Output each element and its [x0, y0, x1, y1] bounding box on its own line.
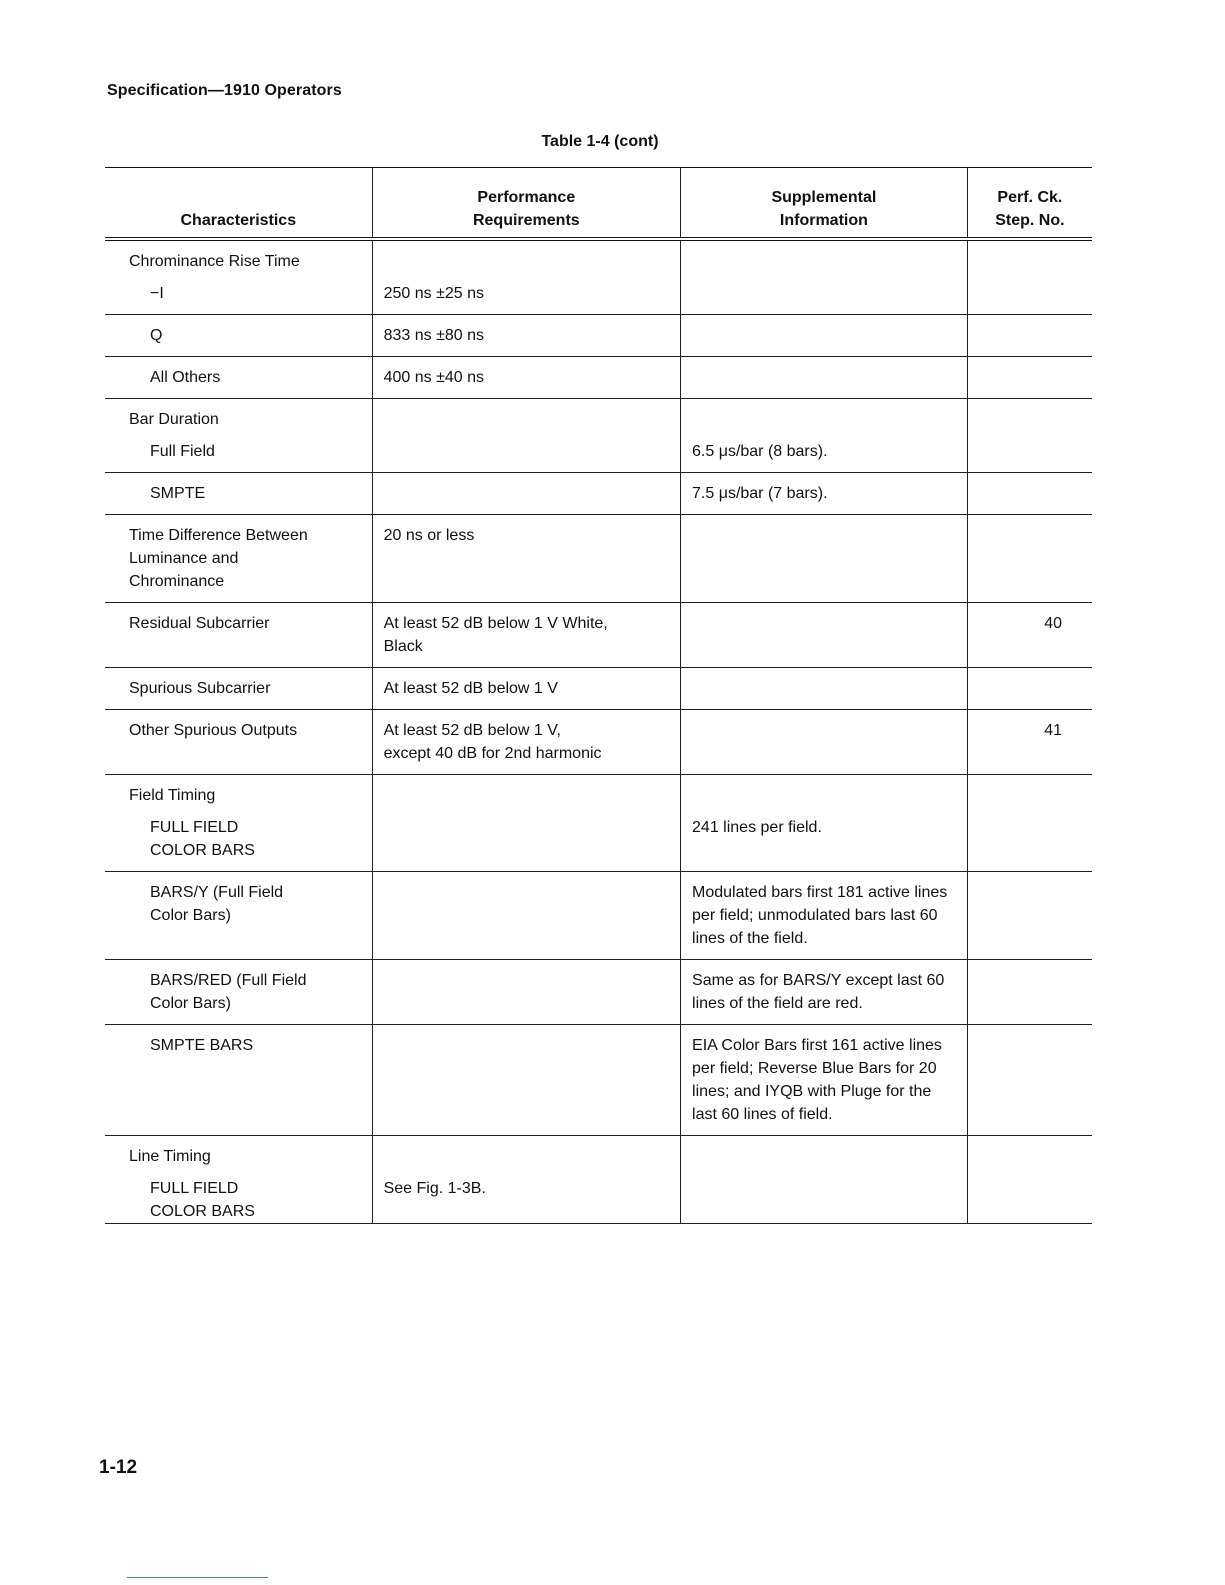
row-label: Q [105, 315, 372, 357]
table-row [105, 603, 1092, 668]
step-number: 40 [967, 603, 1092, 668]
perf-cell: 250 ns ±25 ns [372, 273, 680, 315]
col-header-performance: Performance Requirements [372, 168, 680, 240]
supp-cell: 6.5 μs/bar (8 bars). [681, 431, 968, 473]
perf-cell: At least 52 dB below 1 V White, Black [372, 603, 680, 668]
row-label: Bar Duration [105, 399, 372, 432]
supp-cell: Same as for BARS/Y except last 60 lines of the field are red. [681, 960, 968, 1025]
row-label: Chrominance Rise Time [105, 239, 372, 273]
row-label: −I [150, 285, 164, 302]
col-header-supplemental: Supplemental Information [681, 168, 968, 240]
table-title: Table 1-4 (cont) [541, 133, 659, 150]
supp-cell: Modulated bars first 181 active lines per field; unmodulated bars last 60 lines of the field. [681, 872, 968, 960]
table-row [105, 775, 1092, 808]
table-row [105, 807, 1092, 872]
page-number: 1-12 [99, 1457, 138, 1478]
row-label: Other Spurious Outputs [105, 710, 372, 775]
supp-cell: 7.5 μs/bar (7 bars). [681, 473, 968, 515]
table-row [105, 1136, 1092, 1169]
specification-table [105, 167, 1092, 1224]
table-row [105, 315, 1092, 357]
table-row [105, 668, 1092, 710]
supp-cell: EIA Color Bars first 161 active lines per field; Reverse Blue Bars for 20 lines; and IYQB with Pluge for the last 60 lines of field. [681, 1025, 968, 1136]
row-label: Time Difference Between Luminance and Chrominance [105, 515, 372, 603]
row-label: Field Timing [105, 775, 372, 808]
row-label: Residual Subcarrier [105, 603, 372, 668]
perf-cell: 20 ns or less [372, 515, 680, 603]
perf-cell: 400 ns ±40 ns [372, 357, 680, 399]
page-header: Specification—1910 Operators [107, 82, 342, 99]
row-label: Spurious Subcarrier [105, 668, 372, 710]
table-row [105, 473, 1092, 515]
table-row [105, 1025, 1092, 1136]
table-header-row [105, 168, 1092, 240]
table-row [105, 710, 1092, 775]
row-label: FULL FIELD COLOR BARS [150, 819, 255, 859]
perf-cell: At least 52 dB below 1 V, except 40 dB for 2nd harmonic [372, 710, 680, 775]
row-label: SMPTE [105, 473, 372, 515]
col-header-step: Perf. Ck. Step. No. [967, 168, 1092, 240]
table-row [105, 239, 1092, 273]
row-label: BARS/Y (Full Field Color Bars) [105, 872, 372, 960]
table-row [105, 515, 1092, 603]
table-row [105, 1168, 1092, 1224]
table-row [105, 960, 1092, 1025]
col-header-characteristics: Characteristics [105, 168, 372, 240]
supp-cell: 241 lines per field. [681, 807, 968, 872]
step-number: 41 [967, 710, 1092, 775]
table-row [105, 399, 1092, 432]
table-row [105, 357, 1092, 399]
perf-cell: See Fig. 1-3B. [372, 1168, 680, 1224]
row-label: FULL FIELD COLOR BARS [105, 1168, 372, 1224]
row-label: Line Timing [105, 1136, 372, 1169]
table-row [105, 872, 1092, 960]
row-label: SMPTE BARS [105, 1025, 372, 1136]
page-footer-rule [127, 1577, 268, 1578]
row-label: Full Field [150, 443, 215, 460]
table-row [105, 431, 1092, 473]
row-label: BARS/RED (Full Field Color Bars) [105, 960, 372, 1025]
row-label: All Others [105, 357, 372, 399]
perf-cell: 833 ns ±80 ns [372, 315, 680, 357]
perf-cell: At least 52 dB below 1 V [372, 668, 680, 710]
table-row [105, 273, 1092, 315]
